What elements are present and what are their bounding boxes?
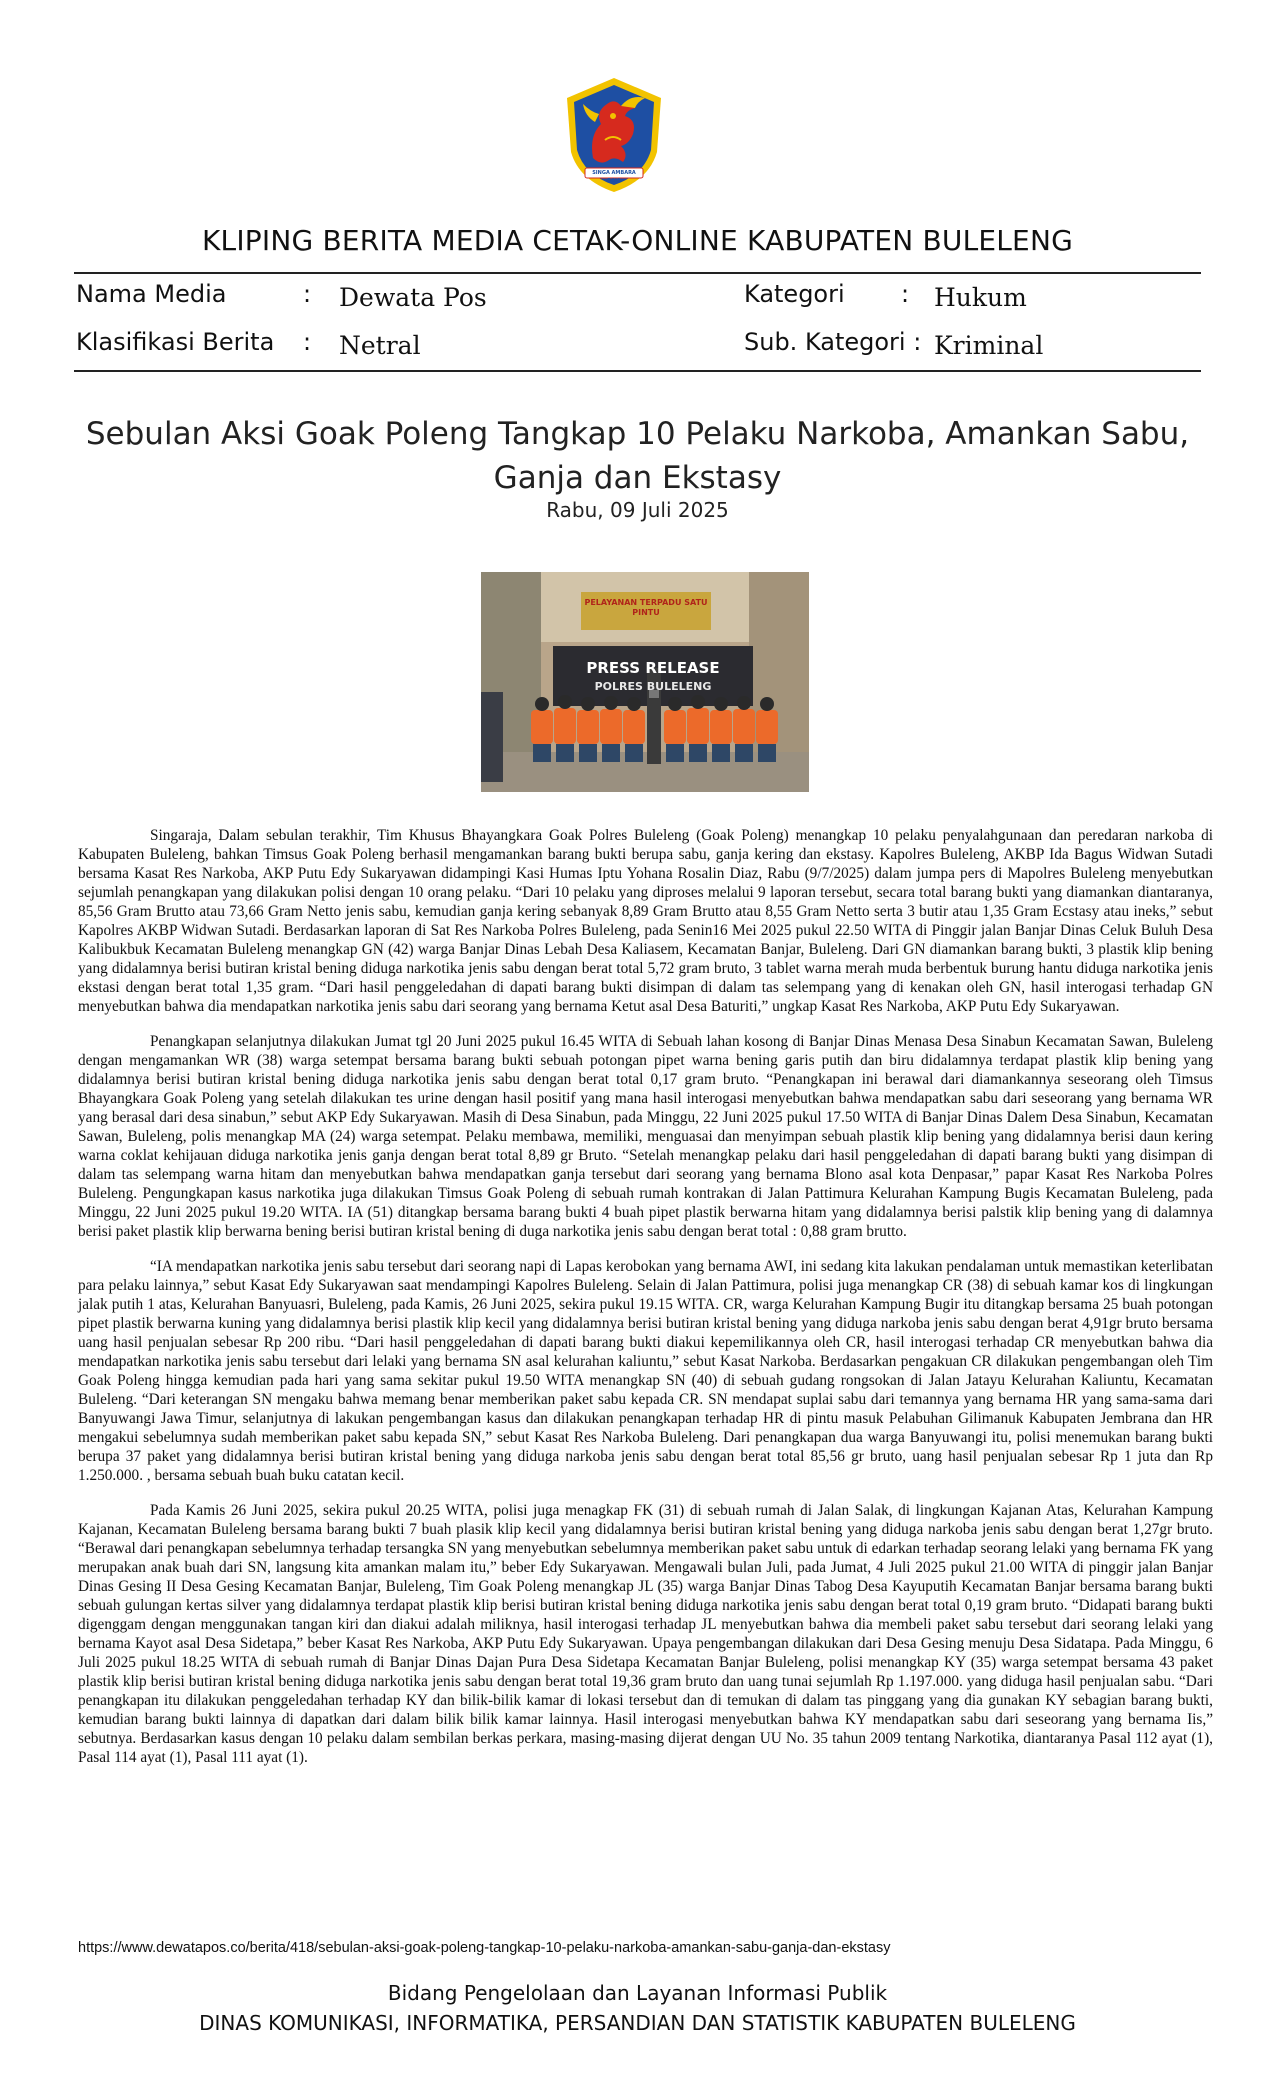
kategori-value: Hukum (934, 283, 1027, 312)
article-paragraph: Singaraja, Dalam sebulan terakhir, Tim Khusus Bhayangkara Goak Polres Buleleng (Goak Poleng) menangkap 10 pelaku penyalahgunaan dan peredaran narkoba di Kabupaten Buleleng, bahkan Timsus Goak Poleng berhasil mengamankan barang bukti berupa sabu, ganja kering dan ekstasy. Kapolres Buleleng, AKBP Ida Bagus Widwan Sutadi bersama Kasat Res Narkoba, AKP Putu Edy Sukaryawan didampingi Kasi Humas Iptu Yohana Rosalin Diaz, Rabu (9/7/2025) dalam jumpa pers di Mapolres Buleleng menyebutkan sejumlah penangkapan yang dilakukan polisi dengan 10 orang pelaku. “Dari 10 pelaku yang diproses melalui 9 laporan tersebut, secara total barang bukti yang diamankan diantaranya, 85,56 Gram Brutto atau 73,66 Gram Netto jenis sabu, kemudian ganja kering sebanyak 8,89 Gram Brutto atau 8,55 Gram Netto serta 3 butir atau 1,35 Gram Ecstasy atau ineks,” sebut Kapolres AKBP Widwan Sutadi. Berdasarkan laporan di Sat Res Narkoba Polres Buleleng, pada Senin16 Mei 2025 pukul 22.50 WITA di Pinggir jalan Banjar Dinas Celuk Buluh Desa Kalibukbuk Kecamatan Buleleng menangkap GN (42) warga Banjar Dinas Lebah Desa Kaliasem, Kecamatan Banjar, Buleleng. Dari GN diamankan barang bukti, 3 plastik klip bening yang didalamnya berisi butiran kristal bening diduga narkotika jenis sabu dengan berat total 5,72 gram bruto, 3 tablet warna merah muda berbentuk burung hantu diduga narkotika jenis ekstasi dengan berat total 1,35 gram. “Dari hasil penggeledahan di dapati barang bukti disimpan di dalam tas selempang yang di kenakan oleh GN, hasil interogasi terhadap GN menyebutkan bahwa dia mendapatkan narkotika jenis sabu dari seorang yang bernama Ketut asal Desa Baturiti,” ungkap Kasat Res Narkoba, AKP Putu Edy Sukaryawan. (78, 827, 1213, 1015)
header-divider-top (74, 272, 1201, 274)
photo-banner-3: POLRES BULELENG (594, 680, 712, 693)
article-date: Rabu, 09 Juli 2025 (546, 498, 729, 522)
sub-kategori-value: Kriminal (934, 331, 1044, 360)
press-release-photo (481, 572, 809, 792)
logo-motto: SINGA AMBARA RAJA (592, 170, 636, 184)
media-colon: : (303, 280, 312, 308)
article-body (78, 826, 1213, 1783)
buleleng-emblem-logo (565, 76, 663, 194)
article-headline: Sebulan Aksi Goak Poleng Tangkap 10 Pelaku Narkoba, Amankan Sabu, Ganja dan Ekstasy (85, 416, 1190, 496)
klasifikasi-value: Netral (339, 331, 421, 360)
footer-department: Bidang Pengelolaan dan Layanan Informasi Publik (387, 1981, 888, 2005)
footer-agency: DINAS KOMUNIKASI, INFORMATIKA, PERSANDIAN DAN STATISTIK KABUPATEN BULELENG (199, 2011, 1076, 2035)
article-paragraph: “IA mendapatkan narkotika jenis sabu tersebut dari seorang napi di Lapas kerobokan yang bernama AWI, ini sedang kita lakukan pendalaman untuk memastikan keterlibatan para pelaku lainnya,” sebut Kasat Edy Sukaryawan saat mendampingi Kapolres Buleleng. Selain di Jalan Pattimura, polisi juga menangkap CR (38) di sebuah kamar kos di lingkungan jalak putih 1 atas, Kelurahan Banyuasri, Buleleng, pada Kamis, 26 Juni 2025, sekira pukul 19.15 WITA. CR, warga Kelurahan Kampung Bugir itu ditangkap bersama 25 buah potongan pipet plastik berwarna kuning yang didalamnya berisi plastik klip kecil yang didalamnya berisi butiran kristal bening yang diduga narkoba jenis sabu dengan berat 4,91gr bruto bersama uang hasil penjualan sebesar Rp 200 ribu. “Dari hasil penggeledahan di dapati barang bukti diakui kepemilikannya oleh CR, hasil interogasi terhadap CR menyebutkan bahwa dia mendapatkan narkotika jenis sabu tersebut dari lelaki yang bernama SN asal kelurahan kaliuntu,” sebut Kasat Narkoba. Berdasarkan pengakuan CR dilakukan pengembangan oleh Tim Goak Poleng hingga kemudian pada hari yang sama sekitar pukul 19.50 WITA menangkap SN (40) di sebuah gudang rongsokan di Jalan Jatayu Kelurahan Kaliuntu, Kecamatan Buleleng. “Dari keterangan SN mengaku bahwa memang benar memberikan paket sabu kepada CR. SN mendapat suplai sabu dari temannya yang bernama HR yang sama-sama dari Banyuwangi Jawa Timur, selanjutnya di lakukan pengembangan kasus dan dilakukan penangkapan terhadap HR di pintu masuk Pelabuhan Gilimanuk Kabupaten Jembrana dan HR mengakui sebelumnya sudah memberikan paket sabu kepada SN,” sebut Kasat Res Narkoba Buleleng. Dari penangkapan dua warga Banyuwangi itu, polisi menemukan barang bukti berupa 37 paket yang didalamnya berisi butiran kristal bening yang diduga narkoba jenis sabu dengan berat total 85,56 gr bruto, uang hasil penjualan sebesar Rp 1 juta dan Rp 1.250.000. , bersama sebuah buah buku catatan kecil. (78, 1258, 1213, 1484)
clipping-title: KLIPING BERITA MEDIA CETAK-ONLINE KABUPATEN BULELENG (201, 224, 1073, 257)
media-label: Nama Media (76, 280, 227, 308)
header-divider-bottom (74, 370, 1201, 372)
article-paragraph: Penangkapan selanjutnya dilakukan Jumat tgl 20 Juni 2025 pukul 16.45 WITA di Sebuah lahan kosong di Banjar Dinas Menasa Desa Sinabun Kecamatan Sawan, Buleleng dengan mengamankan WR (38) warga setempat bersama barang bukti sebuah potongan pipet warna bening garis putih dan biru didalamnya terdapat plastik klip bening yang didalamnya berisi butiran kristal bening diduga narkotika jenis sabu dengan berat total 0,17 gram bruto. “Penangkapan ini berawal dari diamankannya seseorang oleh Timsus Bhayangkara Goak Poleng yang setelah dilakukan tes urine dengan hasil positif yang mana hasil interogasi menyebutkan bahwa mendapatkan sabu dari seseorang yang bernama WR yang berasal dari desa sinabun,” sebut AKP Edy Sukaryawan. Masih di Desa Sinabun, pada Minggu, 22 Juni 2025 pukul 17.50 WITA di Banjar Dinas Dalem Desa Sinabun, Kecamatan Sawan, Buleleng, polis menangkap MA (24) warga setempat. Pelaku membawa, memiliki, menguasai dan menyimpan sebuah plastik klip bening yang didalamnya berisi daun kering warna coklat kehijauan diduga narkotika jenis ganja dengan berat total 8,89 gr Bruto. “Setelah menangkap pelaku dari hasil penggeledahan di dapati barang bukti yang disimpan di dalam tas selempang warna hitam dan menyebutkan bahwa mendapatkan ganja tersebut dari seorang yang bernama Blono asal kota Denpasar,” papar Kasat Res Narkoba Polres Buleleng. Pengungkapan kasus narkotika juga dilakukan Timsus Goak Poleng di sebuah rumah kontrakan di Jalan Pattimura Kelurahan Kampung Bugis Kecamatan Buleleng, pada Minggu, 22 Juni 2025 pukul 19.20 WITA. IA (51) ditangkap bersama barang bukti 4 buah pipet plastik berwarna hitam yang didalamnya berisi palstik klip bening yang di dalamnya berisi paket plastik klip berwarna bening berisi butiran kristal bening di duga narkotika jenis sabu dengan berat total : 0,88 gram brutto. (78, 1033, 1213, 1240)
kategori-label: Kategori (744, 280, 845, 308)
article-paragraph: Pada Kamis 26 Juni 2025, sekira pukul 20.25 WITA, polisi juga menagkap FK (31) di sebuah rumah di Jalan Salak, di lingkungan Kajanan Atas, Kelurahan Kampung Kajanan, Kecamatan Buleleng bersama barang bukti 7 buah plasik klip kecil yang didalamnya berisi butiran kristal bening yang diduga narkoba jenis sabu dengan berat 1,27gr bruto. “Berawal dari penangkapan sebelumnya terhadap tersangka SN yang menyebutkan sebelumnya memberikan paket sabu untuk di edarkan terhadap seorang lelaki yang bernama FK yang merupakan anak buah dari SN, langsung kita amankan malam itu,” beber Edy Sukaryawan. Mengawali bulan Juli, pada Jumat, 4 Juli 2025 pukul 21.00 WITA di pinggir jalan Banjar Dinas Gesing II Desa Gesing Kecamatan Banjar, Buleleng, Tim Goak Poleng menangkap JL (35) warga Banjar Dinas Tabog Desa Kayuputih Kecamatan Banjar bersama barang bukti sebuah gulungan kertas silver yang didalamnya terdapat plastik klip berisi butiran kristal bening diduga narkotika jenis sabu dengan berat total 0,19 gram bruto. “Didapati barang bukti digenggam dengan menggunakan tangan kiri dan diakui adalah miliknya, hasil interogasi terhadap JL menyebutkan bahwa dia membeli paket sabu tersebut dari seorang lelaki yang bernama Kayot asal Desa Sidetapa,” beber Kasat Res Narkoba, AKP Putu Edy Sukaryawan. Upaya pengembangan dilakukan dari Desa Gesing menuju Desa Sidatapa. Pada Minggu, 6 Juli 2025 pukul 18.25 WITA di sebuah rumah di Banjar Dinas Dajan Pura Desa Sidetapa Kecamatan Banjar Buleleng, polisi menangkap KY (35) warga setempat bersama 43 paket plastik klip berisi butiran kristal bening diduga narkotika jenis sabu dengan berat total 19,36 gram bruto dan uang tunai sejumlah Rp 1.197.000. yang diduga hasil penjualan sabu. “Dari penangkapan itu dilakukan penggeledahan terhadap KY dan bilik-bilik kamar di lokasi tersebut dan di temukan di dalam tas pinggang yang dia gunakan KY sebagian barang bukti, kemudian barang bukti lainnya di dapatkan dari dalam bilik bilik kamar lainnya. Hasil interogasi menyebutkan bahwa KY mendapatkan sabu dari seseorang yang bernama Iis,” sebutnya. Berdasarkan kasus dengan 10 pelaku dalam sembilan berkas perkara, masing-masing dijerat dengan UU No. 35 tahun 2009 tentang Narkotika, diantaranya Pasal 112 ayat (1), Pasal 114 ayat (1), Pasal 111 ayat (1). (78, 1502, 1213, 1766)
photo-banner-2: PRESS RELEASE (586, 659, 720, 677)
klasifikasi-colon: : (303, 328, 312, 356)
klasifikasi-label: Klasifikasi Berita (76, 328, 275, 356)
source-url: https://www.dewatapos.co/berita/418/sebulan-aksi-goak-poleng-tangkap-10-pelaku-narkoba-amankan-sabu-ganja-dan-ekstasy (78, 1940, 891, 1956)
kategori-colon: : (901, 280, 910, 308)
media-value: Dewata Pos (339, 283, 487, 312)
sub-kategori-label: Sub. Kategori : (744, 328, 922, 356)
photo-banner-1: PELAYANAN TERPADU SATU PINTU (584, 598, 708, 617)
